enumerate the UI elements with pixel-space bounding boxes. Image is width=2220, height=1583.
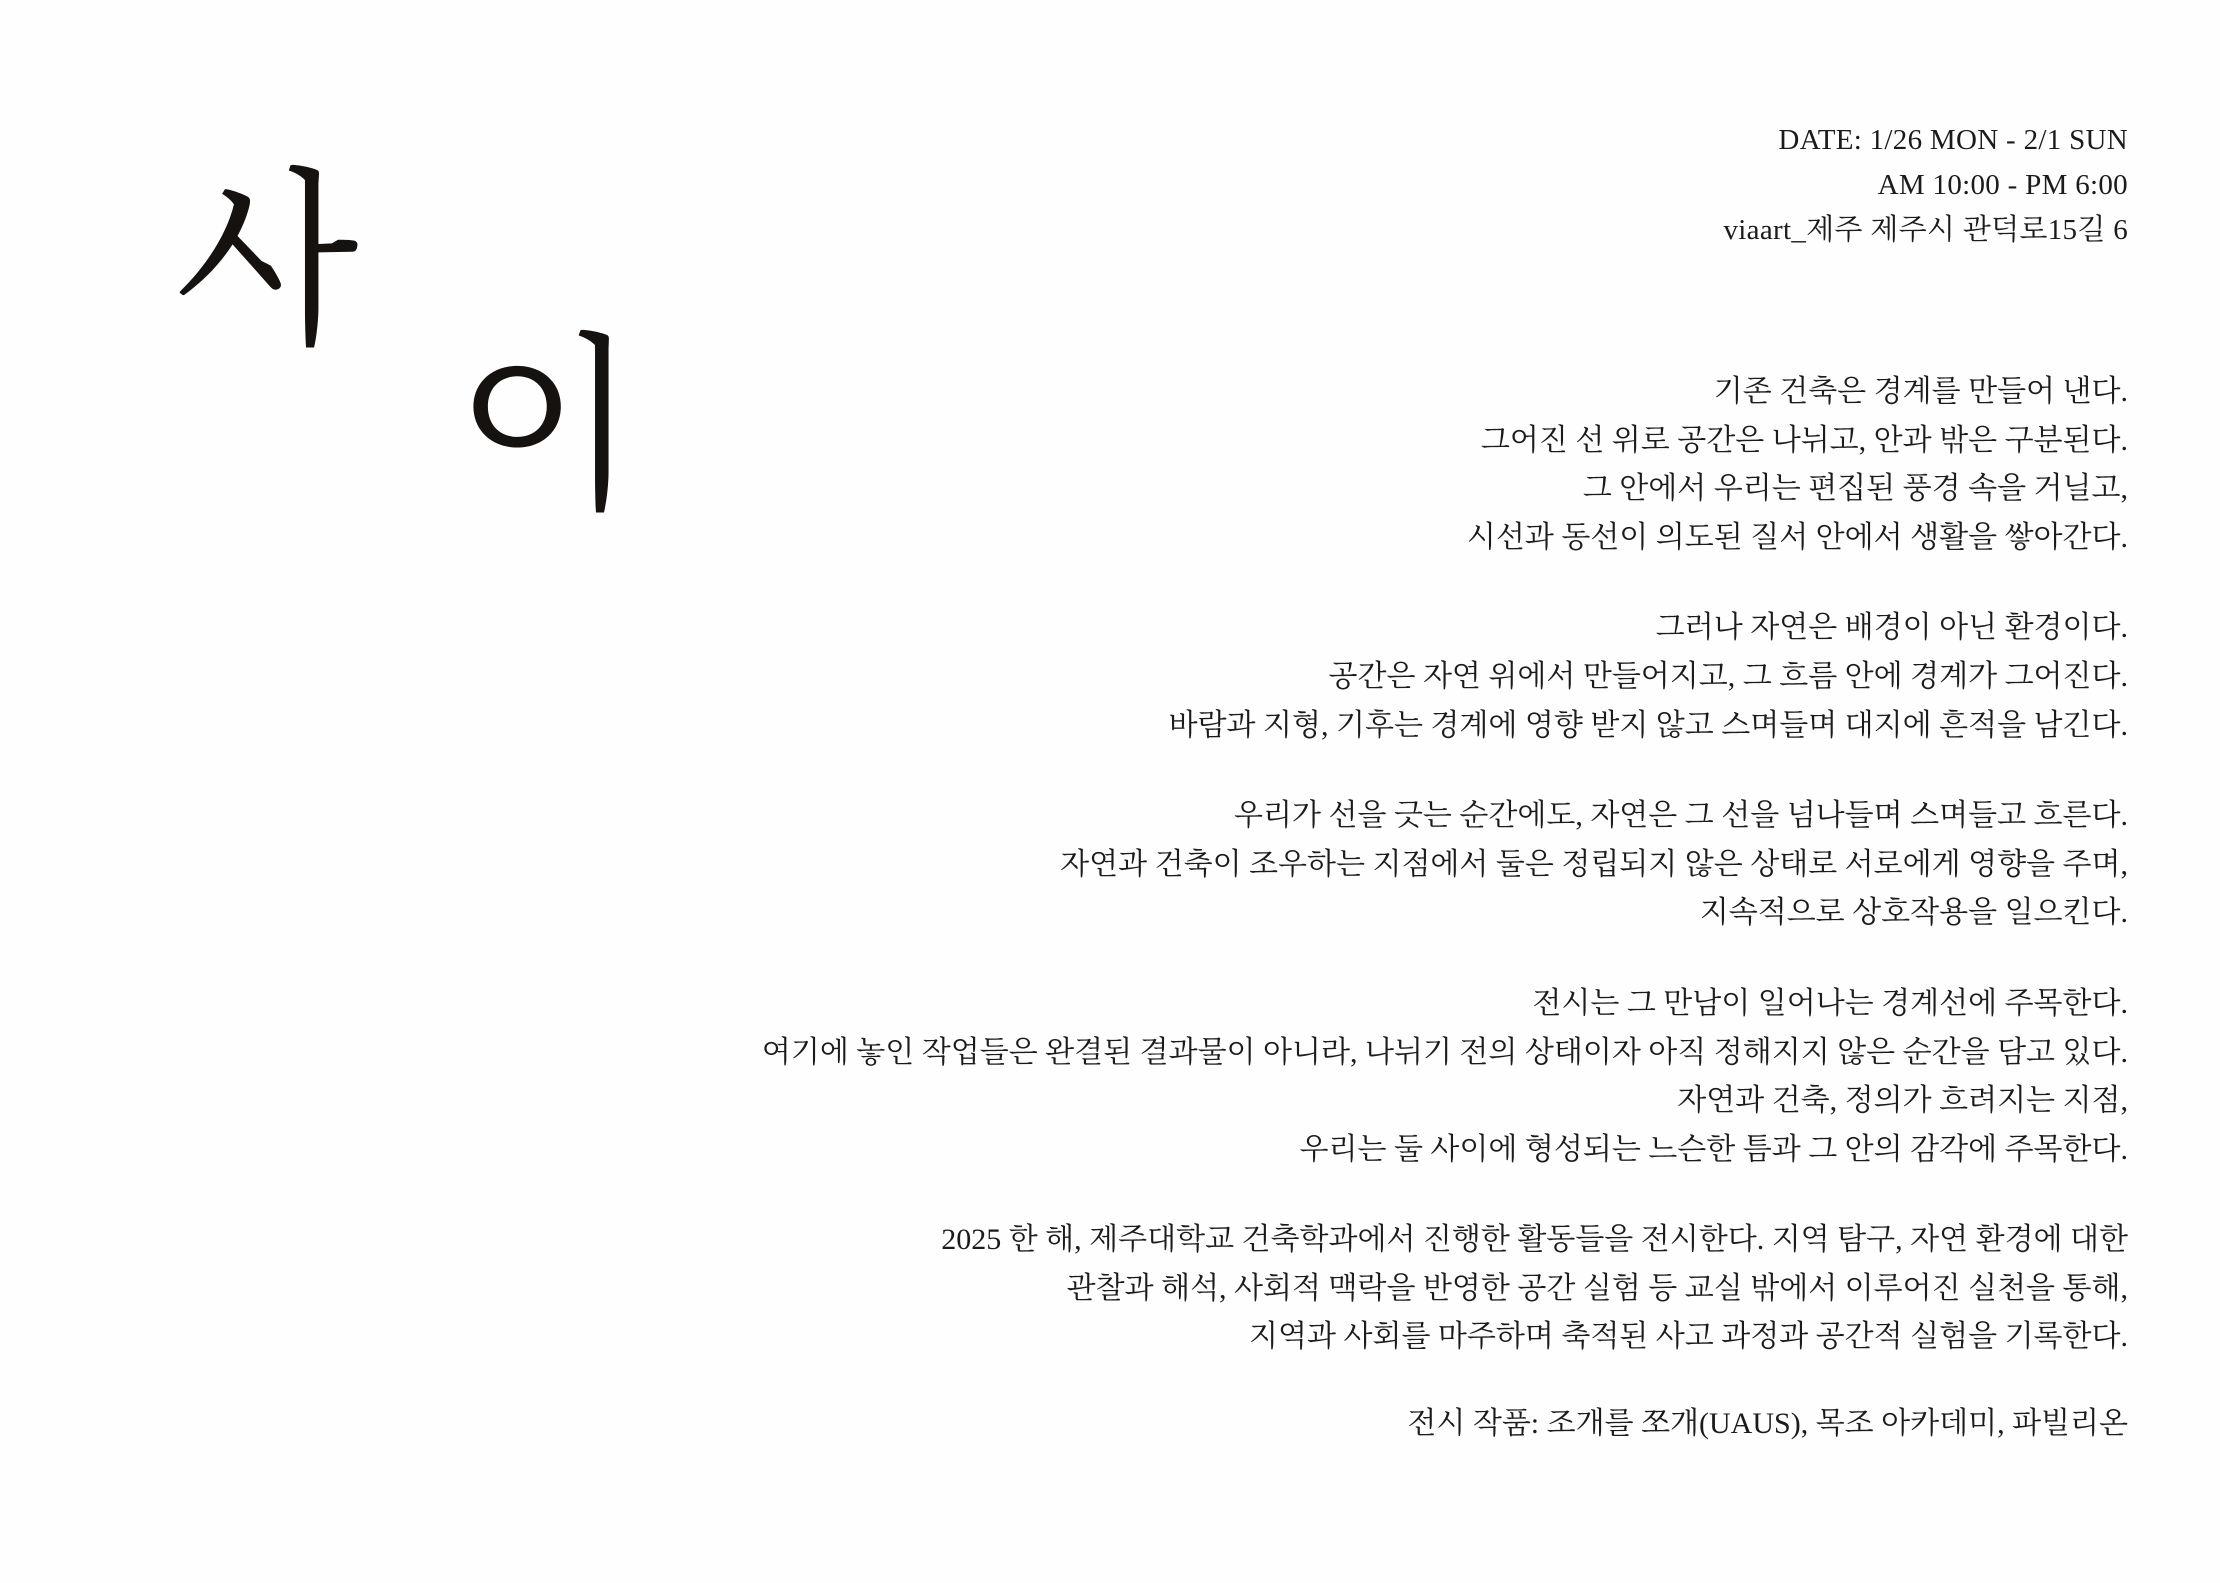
statement-line: 그어진 선 위로 공간은 나뉘고, 안과 밖은 구분된다.	[1480, 423, 2128, 457]
title-char-2: 이	[455, 315, 639, 537]
statement-line: 우리는 둘 사이에 형성되는 느슨한 틈과 그 안의 감각에 주목한다.	[1299, 1132, 2128, 1166]
statement-line: 자연과 건축이 조우하는 지점에서 둘은 정립되지 않은 상태로 서로에게 영향을 주며,	[1060, 847, 2128, 881]
statement-line: 공간은 자연 위에서 만들어지고, 그 흐름 안에 경계가 그어진다.	[1328, 659, 2128, 693]
exhibition-info	[1724, 118, 2129, 253]
description-line: 2025 한 해, 제주대학교 건축학과에서 진행한 활동들을 전시한다. 지역 탐구, 자연 환경에 대한	[941, 1223, 2128, 1256]
statement-paragraph-4	[568, 980, 2128, 1174]
statement-line: 바람과 지형, 기후는 경계에 영향 받지 않고 스며들며 대지에 흔적을 남긴다.	[1168, 708, 2128, 742]
exhibition-venue: viaart_제주 제주시 관덕로15길 6	[1723, 213, 2128, 246]
exhibition-date: DATE: 1/26 MON - 2/1 SUN	[1778, 124, 2128, 156]
title-char-1: 사	[175, 151, 359, 372]
statement-body	[568, 368, 2128, 1174]
statement-paragraph-3	[568, 792, 2128, 938]
statement-line: 그 안에서 우리는 편집된 풍경 속을 거닐고,	[1582, 472, 2128, 506]
statement-line: 우리가 선을 긋는 순간에도, 자연은 그 선을 넘나들며 스며들고 흐른다.	[1234, 799, 2128, 833]
statement-paragraph-1	[568, 368, 2128, 562]
statement-line: 그러나 자연은 배경이 아닌 환경이다.	[1655, 611, 2128, 645]
statement-line: 시선과 동선이 의도된 질서 안에서 생활을 쌓아간다.	[1466, 520, 2128, 554]
statement-line: 자연과 건축, 정의가 흐려지는 지점,	[1677, 1084, 2128, 1118]
statement-line: 지속적으로 상호작용을 일으킨다.	[1699, 896, 2128, 930]
statement-line: 기존 건축은 경계를 만들어 낸다.	[1713, 375, 2128, 408]
exhibited-works: 전시 작품: 조개를 쪼개(UAUS), 목조 아카데미, 파빌리온	[1407, 1407, 2128, 1440]
statement-line: 여기에 놓인 작업들은 완결된 결과물이 아니라, 나뉘기 전의 상태이자 아직 정해지지 않은 순간을 담고 있다.	[761, 1035, 2128, 1069]
exhibition-time: AM 10:00 - PM 6:00	[1877, 168, 2128, 201]
statement-line: 전시는 그 만남이 일어나는 경계선에 주목한다.	[1532, 986, 2128, 1020]
description-line: 관찰과 해석, 사회적 맥락을 반영한 공간 실험 등 교실 밖에서 이루어진 실천을 통해,	[1066, 1271, 2128, 1305]
exhibition-description	[568, 1216, 2128, 1362]
description-line: 지역과 사회를 마주하며 축적된 사고 과정과 공간적 실험을 기록한다.	[1249, 1320, 2128, 1354]
statement-paragraph-2	[568, 604, 2128, 750]
